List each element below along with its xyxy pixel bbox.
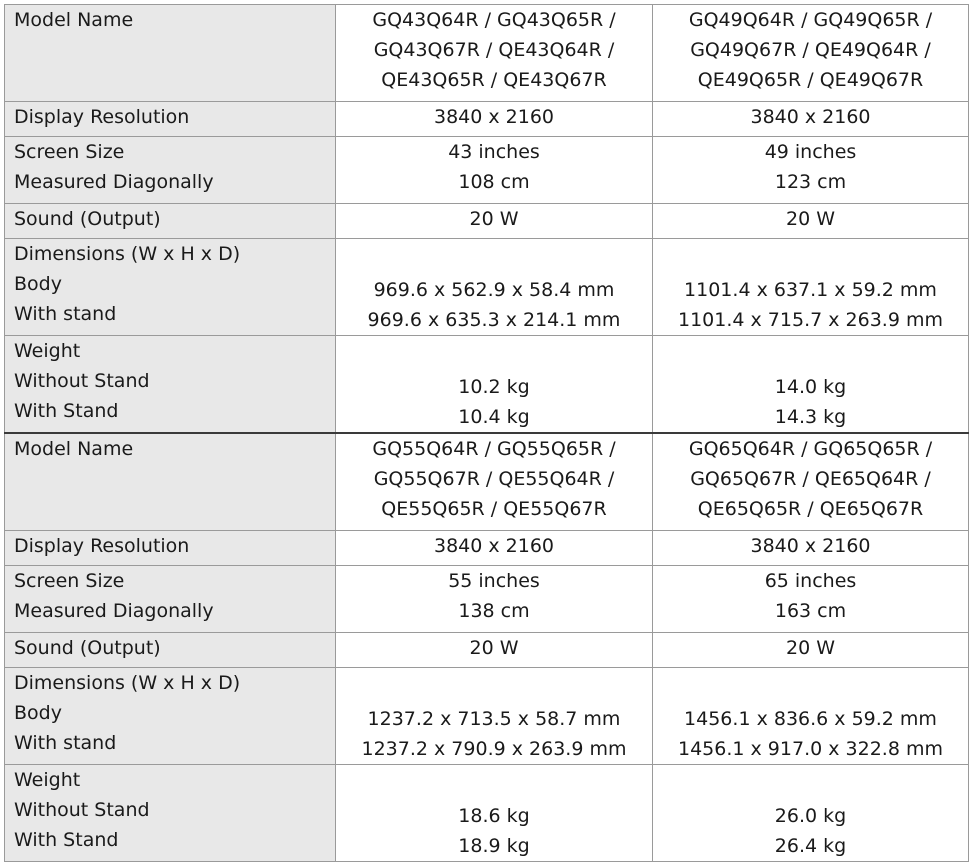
value-text: 3840 x 2160 [433,535,555,557]
dimensions-col2 [653,668,969,765]
weight-col1 [336,336,653,434]
label-model-name [5,433,336,531]
value-text: 3840 x 2160 [433,106,555,128]
value-text: 1456.1 x 917.0 x 322.8 mm [678,738,943,760]
row-sound-output [5,204,969,239]
row-screen-size [5,137,969,204]
value-text: 10.4 kg [458,406,530,428]
label-screen-size [5,137,336,204]
value-text: 43 inches [448,141,540,163]
value-text: 138 cm [458,600,530,622]
value-text: 26.4 kg [774,835,847,857]
dimensions-col1 [336,239,653,336]
value-text: 20 W [469,208,519,230]
value-text: 108 cm [458,171,530,193]
screen-size-col2 [653,137,969,204]
model-line: QE65Q65R / QE65Q67R [697,498,924,520]
value-text: 123 cm [774,171,847,193]
model-line: GQ55Q67R / QE55Q64R / [373,468,615,490]
screen-size-col1 [336,566,653,633]
label-sound-output [5,204,336,239]
label-screen-size [5,566,336,633]
dimensions-col1 [336,668,653,765]
sound-col2 [653,204,969,239]
value-text: 49 inches [764,141,857,163]
value-text: 969.6 x 562.9 x 58.4 mm [373,279,615,301]
model-names-col1 [336,5,653,102]
label-dimensions [5,668,336,765]
value-text: 1101.4 x 715.7 x 263.9 mm [678,309,943,331]
resolution-col2 [653,102,969,137]
spec-table [4,4,969,862]
row-display-resolution [5,102,969,137]
row-model-name [5,5,969,102]
row-dimensions [5,668,969,765]
resolution-col2 [653,531,969,566]
row-display-resolution [5,531,969,566]
row-dimensions [5,239,969,336]
label-text: Display Resolution [14,535,190,557]
label-text: Weight [14,340,81,362]
weight-col2 [653,765,969,862]
label-text: Dimensions (W x H x D) [14,672,241,694]
weight-col2 [653,336,969,434]
label-model-name [5,5,336,102]
sound-col1 [336,633,653,668]
label-text: With Stand [14,400,119,422]
value-text: 3840 x 2160 [750,106,871,128]
label-text: Sound (Output) [14,637,161,659]
value-text: 20 W [469,637,519,659]
model-line: GQ49Q64R / GQ49Q65R / [688,9,933,31]
value-text: 1237.2 x 790.9 x 263.9 mm [361,738,627,760]
model-names-col2 [653,5,969,102]
row-weight [5,765,969,862]
model-line: GQ55Q64R / GQ55Q65R / [372,438,616,460]
label-weight [5,765,336,862]
value-text: 55 inches [448,570,540,592]
value-text: 26.0 kg [774,805,847,827]
label-text: Body [14,702,62,724]
label-text: Without Stand [14,370,150,392]
sound-col1 [336,204,653,239]
model-line: GQ65Q67R / QE65Q64R / [690,468,931,490]
resolution-col1 [336,531,653,566]
weight-col1 [336,765,653,862]
label-text: Measured Diagonally [14,171,214,193]
label-text: Without Stand [14,799,150,821]
label-display-resolution [5,531,336,566]
model-line: GQ43Q64R / GQ43Q65R / [372,9,616,31]
label-text: Measured Diagonally [14,600,214,622]
label-display-resolution [5,102,336,137]
value-text: 20 W [785,637,835,659]
label-text: With Stand [14,829,119,851]
value-text: 20 W [785,208,835,230]
label-text: Weight [14,769,81,791]
model-line: GQ43Q67R / QE43Q64R / [373,39,615,61]
value-text: 1237.2 x 713.5 x 58.7 mm [367,708,621,730]
label-text: With stand [14,732,117,754]
value-text: 1456.1 x 836.6 x 59.2 mm [684,708,937,730]
row-weight [5,336,969,434]
row-screen-size [5,566,969,633]
screen-size-col1 [336,137,653,204]
label-weight [5,336,336,434]
label-text: Sound (Output) [14,208,161,230]
sound-col2 [653,633,969,668]
value-text: 18.6 kg [458,805,530,827]
model-line: QE49Q65R / QE49Q67R [697,69,924,91]
label-text: Model Name [14,438,134,460]
value-text: 14.3 kg [774,406,847,428]
value-text: 14.0 kg [774,376,847,398]
label-dimensions [5,239,336,336]
label-text: Body [14,273,62,295]
value-text: 163 cm [774,600,847,622]
label-text: Display Resolution [14,106,190,128]
row-sound-output [5,633,969,668]
model-names-col2 [653,433,969,531]
model-line: QE43Q65R / QE43Q67R [381,69,607,91]
row-model-name [5,433,969,531]
model-names-col1 [336,433,653,531]
value-text: 18.9 kg [458,835,530,857]
value-text: 969.6 x 635.3 x 214.1 mm [367,309,621,331]
value-text: 10.2 kg [458,376,530,398]
label-sound-output [5,633,336,668]
label-text: Model Name [14,9,134,31]
label-text: Screen Size [14,141,125,163]
model-line: QE55Q65R / QE55Q67R [381,498,607,520]
resolution-col1 [336,102,653,137]
model-line: GQ65Q64R / GQ65Q65R / [688,438,933,460]
dimensions-col2 [653,239,969,336]
model-line: GQ49Q67R / QE49Q64R / [690,39,931,61]
value-text: 1101.4 x 637.1 x 59.2 mm [684,279,937,301]
label-text: Screen Size [14,570,125,592]
label-text: With stand [14,303,117,325]
label-text: Dimensions (W x H x D) [14,243,241,265]
value-text: 3840 x 2160 [750,535,871,557]
value-text: 65 inches [764,570,857,592]
screen-size-col2 [653,566,969,633]
